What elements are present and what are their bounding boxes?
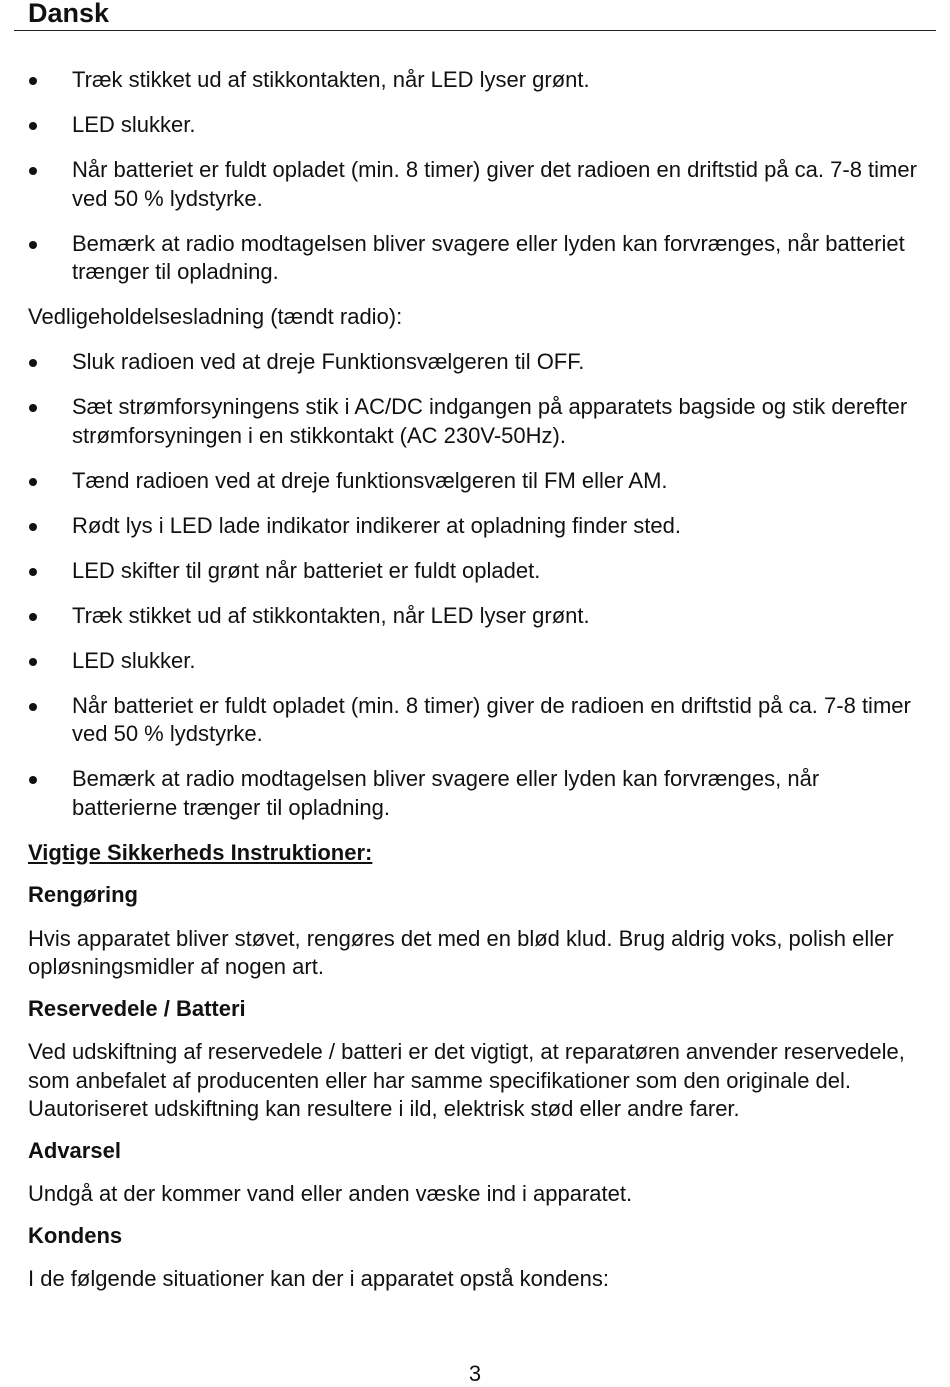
section-text-warning: Undgå at der kommer vand eller anden væske ind i apparatet. [28,1181,633,1206]
list-item: Tænd radioen ved at dreje funktionsvælgeren til FM eller AM. [28,467,923,496]
section-text-condensation: I de følgende situationer kan der i apparatet opstå kondens: [28,1266,609,1291]
section-title-cleaning: Rengøring [28,882,138,907]
section-title-warning: Advarsel [28,1137,121,1163]
page-number: 3 [468,1361,482,1386]
maintenance-steps-list [28,348,923,822]
list-item: Når batteriet er fuldt opladet (min. 8 timer) giver de radioen en driftstid på ca. 7-8 timer ved 50 % lydstyrke. [28,692,923,749]
section-text-cleaning: Hvis apparatet bliver støvet, rengøres det med en blød klud. Brug aldrig voks, polish eller opløsningsmidler af nogen art. [28,925,894,979]
list-item: Rødt lys i LED lade indikator indikerer at opladning finder sted. [28,512,923,541]
section-text-spare-parts: Ved udskiftning af reservedele / batteri er det vigtigt, at reparatøren anvender reservedele, som anbefalet af producenten eller har samme specifikationer som den originale del. Uautoriseret udskiftning kan resultere i ild, elektrisk stød eller andre farer. [28,1039,905,1121]
list-item: LED skifter til grønt når batteriet er fuldt opladet. [28,557,923,586]
list-item: Bemærk at radio modtagelsen bliver svagere eller lyden kan forvrænges, når batteriet trænger til opladning. [28,230,923,287]
section-title-spare-parts: Reservedele / Batteri [28,995,246,1021]
section-title-condensation: Kondens [28,1222,123,1248]
charging-steps-list [28,66,923,287]
page-header [14,0,936,31]
language-title: Dansk [28,0,110,28]
list-item: Træk stikket ud af stikkontakten, når LED lyser grønt. [28,602,923,631]
list-item: Sæt strømforsyningens stik i AC/DC indgangen på apparatets bagside og stik derefter strømforsyningen i en stikkontakt (AC 230V-50Hz). [28,393,923,450]
maintenance-heading: Vedligeholdelsesladning (tændt radio): [28,304,403,329]
list-item: Når batteriet er fuldt opladet (min. 8 timer) giver det radioen en driftstid på ca. 7-8 timer ved 50 % lydstyrke. [28,156,923,213]
list-item: Træk stikket ud af stikkontakten, når LED lyser grønt. [28,66,923,95]
safety-heading: Vigtige Sikkerheds Instruktioner: [28,839,373,865]
list-item: Bemærk at radio modtagelsen bliver svagere eller lyden kan forvrænges, når batterierne trænger til opladning. [28,765,923,822]
list-item: LED slukker. [28,111,923,140]
document-body [28,66,923,1307]
list-item: Sluk radioen ved at dreje Funktionsvælgeren til OFF. [28,348,923,377]
list-item: LED slukker. [28,647,923,676]
